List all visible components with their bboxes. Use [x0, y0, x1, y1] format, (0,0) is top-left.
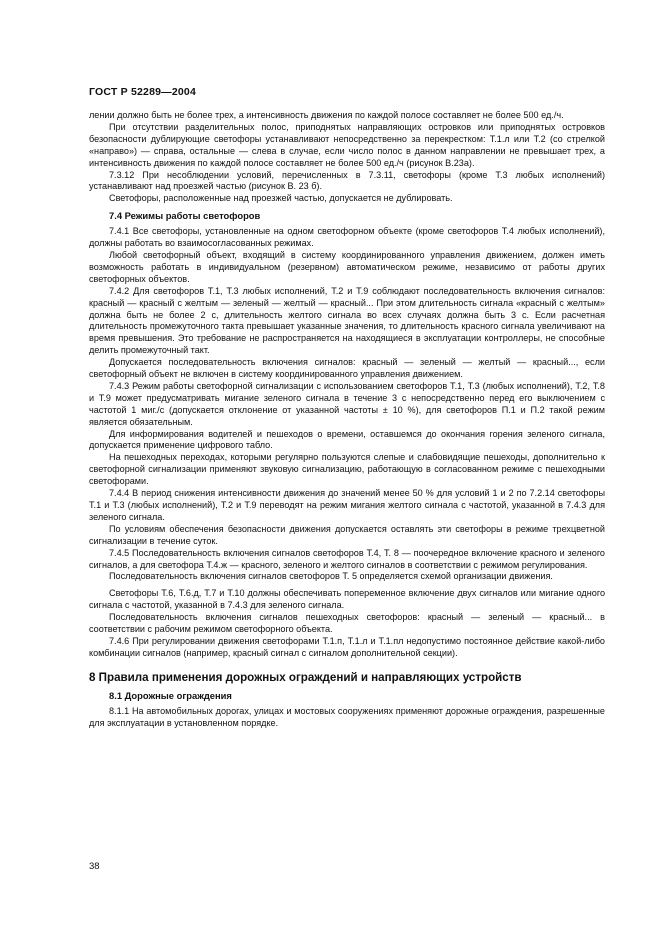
paragraph: По условиям обеспечения безопасности движения допускается оставлять эти светофоры в режиме трехцветной сигнализации в течение суток. [89, 523, 605, 546]
paragraph: 7.4.1 Все светофоры, установленные на одном светофорном объекте (кроме светофоров Т.4 любых исполнений), должны работать во взаимосогласованных режимах. [89, 226, 605, 249]
document-header: ГОСТ Р 52289—2004 [89, 86, 197, 98]
paragraph: 8.1.1 На автомобильных дорогах, улицах и мостовых сооружениях применяют дорожные ограждения, разрешенные для эксплуатации в установленном порядке. [89, 705, 605, 728]
paragraph: Последовательность включения сигналов пешеходных светофоров: красный — зеленый — красный... в соответствии с рабочим режимом светофорного объекта. [89, 612, 605, 635]
paragraph: 7.4.2 Для светофоров Т.1, Т.3 любых исполнений, Т.2 и Т.9 соблюдают последовательность включения сигналов: красный — красный с желтым — зеленый — желтый — красный... При этом длительность сигнала «красный с желтым» должна быть не более 2 с, длительность желтого сигнала во всех случаях должна быть 3 с. Если расчетная длительность промежуточного такта превышает указанные значения, то длительность красного сигнала увеличивают на время превышения. Это требование не распространяется на находящиеся в эксплуатации контроллеры, не способные делить промежуточный такт. [89, 285, 605, 356]
section-heading-8: 8 Правила применения дорожных ограждений и направляющих устройств [89, 670, 522, 684]
section-heading-7-4: 7.4 Режимы работы светофоров [109, 210, 261, 222]
paragraph: 7.4.3 Режим работы светофорной сигнализации с использованием светофоров Т.1, Т.3 (любых исполнений), Т.2, Т.8 и Т.9 может предусматривать мигание зеленого сигнала в течение 3 с непосредственно перед его выключением с частотой 1 миг./с (допускается отклонение от указанной частоты ± 10 %), для светофоров П.1 и П.2 такой режим является обязательным. [89, 380, 605, 427]
paragraph: Допускается последовательность включения сигналов: красный — зеленый — желтый — красный..., если светофорный объект не включен в систему координированного управления движением. [89, 357, 605, 380]
paragraph: Любой светофорный объект, входящий в систему координированного управления движением, должен иметь возможность работать в индивидуальном (резервном) автоматическом режиме, независимо от работы других светофорных объектов. [89, 249, 605, 284]
paragraph: На пешеходных переходах, которыми регулярно пользуются слепые и слабовидящие пешеходы, дополнительно к светофорной сигнализации применяют звуковую сигнализацию, работающую в согласованном режиме с пешеходными светофорами. [89, 452, 605, 487]
paragraph: 7.4.4 В период снижения интенсивности движения до значений менее 50 % для условий 1 и 2 по 7.2.14 светофоры Т.1 и Т.3 (любых исполнений), Т.2 и Т.9 переводят на режим мигания желтого сигнала с частотой, указанной в 7.4.3 для зеленого сигнала. [89, 488, 605, 522]
paragraph: 7.4.6 При регулировании движения светофорами Т.1.п, Т.1.л и Т.1.пл недопустимо постоянное действие какой-либо комбинации сигналов (например, красный сигнал с сигналом дополнительной секции). [89, 635, 605, 658]
paragraph: 7.4.5 Последовательность включения сигналов светофоров Т.4, Т. 8 — поочередное включение красного и зеленого сигналов, а для светофора Т.4.ж — красного, зеленого и желтого сигналов в соответствии с режимом регулирования. [89, 547, 605, 570]
paragraph: Для информирования водителей и пешеходов о времени, оставшемся до окончания горения зеленого сигнала, допускается применение цифрового табло. [89, 428, 605, 451]
paragraph: лении должно быть не более трех, а интенсивность движения по каждой полосе составляет не более 500 ед./ч. [89, 110, 564, 120]
paragraph: 7.3.12 При несоблюдении условий, перечисленных в 7.3.11, светофоры (кроме Т.3 любых исполнений) устанавливают над проезжей частью (рисунок В. 23 б). [89, 169, 605, 192]
paragraph: При отсутствии разделительных полос, приподнятых направляющих островков или приподнятых островков безопасности дублирующие светофоры устанавливают непосредственно за перекрестком: Т.1.л или Т.2 (со стрелкой «направо») — справа, остальные — слева в случае, если число полос в данном направлении не превышает трех, а интенсивность движения по каждой полосе составляет не более 500 ед./ч (рисунок В.23а). [89, 121, 605, 168]
section-heading-8-1: 8.1 Дорожные ограждения [109, 689, 232, 701]
paragraph: Светофоры Т.6, Т.6.д, Т.7 и Т.10 должны обеспечивать попеременное включение двух сигналов или мигание одного сигнала с частотой, указанной в 7.4.3 для зеленого сигнала. [89, 588, 605, 611]
page-number: 38 [89, 861, 100, 872]
paragraph: Последовательность включения сигналов светофоров Т. 5 определяется схемой организации движения. [109, 571, 553, 582]
document-body [89, 110, 605, 729]
paragraph: Светофоры, расположенные над проезжей частью, допускается не дублировать. [109, 193, 453, 204]
